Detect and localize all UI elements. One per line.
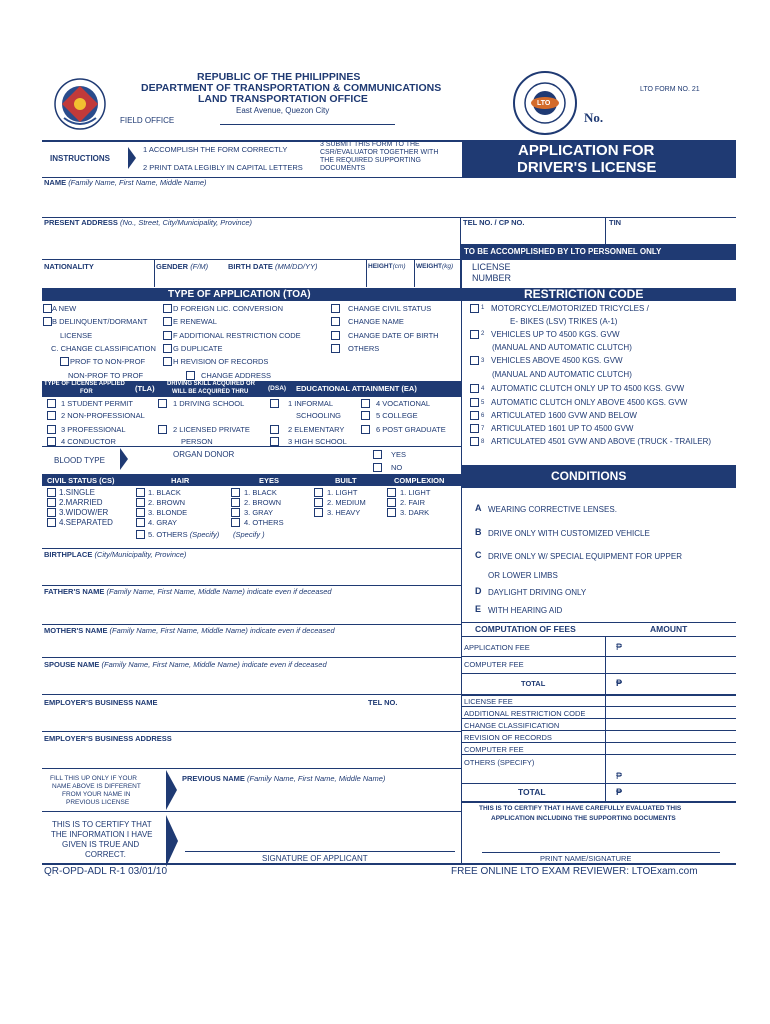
header-republic: REPUBLIC OF THE PHILIPPINES [197, 71, 361, 83]
fees-rule-1 [462, 656, 736, 657]
fee-others-peso: ₱ [616, 771, 623, 781]
fee-item-2: ADDITIONAL RESTRICTION CODE [464, 709, 586, 718]
comp-2: 2. FAIR [400, 498, 426, 507]
present-address-label [44, 218, 252, 227]
fee-total-2: TOTAL [518, 787, 546, 797]
hair-1: 1. BLACK [148, 488, 181, 497]
ea-5-checkbox[interactable] [361, 411, 370, 420]
fill-note-arrow [166, 770, 177, 810]
rc-6-num: 6 [481, 413, 485, 419]
fees-rule-3 [462, 694, 736, 696]
birth-date-label [228, 262, 317, 271]
built-2: 2. MEDIUM [327, 498, 366, 507]
cond-a-letter: A [475, 503, 482, 513]
fees-top-rule [462, 622, 736, 623]
certify-2: THE INFORMATION I HAVE [51, 830, 153, 839]
gender-text: GENDER [156, 262, 189, 271]
dotc-seal [54, 78, 106, 130]
toa-e: E RENEWAL [173, 317, 217, 326]
tla-2-checkbox[interactable] [47, 411, 56, 420]
cond-e-letter: E [475, 604, 482, 614]
rule-blood-top [42, 446, 462, 447]
comp-3: 3. DARK [400, 508, 430, 517]
rule-father-top [42, 585, 462, 586]
employer-tel-label: TEL NO. [368, 698, 398, 707]
toa-c: C. CHANGE CLASSIFICATION [51, 344, 156, 353]
instruction-3a: 3 SUBMIT THIS FORM TO THE [320, 141, 420, 148]
personnel-certify-2: APPLICATION INCLUDING THE SUPPORTING DOCUMENTS [491, 815, 676, 822]
rc-1a: MOTORCYCLE/MOTORIZED TRICYCLES / [491, 304, 649, 313]
rc-6: ARTICULATED 1600 GVW AND BELOW [491, 411, 637, 420]
dsa-abbr: (DSA) [268, 385, 287, 392]
fees-head-rule [462, 636, 736, 637]
comp-1: 1. LIGHT [400, 488, 431, 497]
fees-item-rule-5 [462, 754, 736, 755]
organ-yes-checkbox[interactable] [373, 450, 382, 459]
eyes-3-checkbox[interactable] [231, 508, 240, 517]
rule-mother-top [42, 624, 462, 625]
rule-certify-top [42, 811, 462, 812]
dsa-1-checkbox[interactable] [158, 399, 167, 408]
mother-hint: (Family Name, First Name, Middle Name) indicate even if deceased [109, 626, 335, 635]
father-label [44, 587, 332, 596]
dsa-2: 2 LICENSED PRIVATE [173, 425, 250, 434]
blood-type-arrow [120, 448, 128, 470]
toa-others-checkbox[interactable] [331, 344, 340, 353]
instruction-3c: THE REQUIRED SUPPORTING [320, 157, 421, 164]
fees-item-rule-3 [462, 730, 736, 731]
rc-4-num: 4 [481, 386, 485, 392]
tla-4: 4 CONDUCTOR [61, 437, 116, 446]
built-3: 3. HEAVY [327, 508, 361, 517]
weight-unit: (kg) [442, 263, 454, 270]
toa-cdob-checkbox[interactable] [331, 331, 340, 340]
eyes-head: EYES [259, 476, 280, 485]
lto-seal-text: LTO [537, 100, 551, 107]
instruction-1: 1 ACCOMPLISH THE FORM CORRECTLY [143, 145, 288, 154]
rc-8: ARTICULATED 4501 GVW AND ABOVE (TRUCK - TRAILER) [491, 437, 712, 446]
personnel-signature-line [482, 852, 720, 853]
comp-2-checkbox[interactable] [387, 498, 396, 507]
fees-item-rule-4 [462, 742, 736, 743]
rule-spouse-top [42, 657, 462, 658]
personnel-certify-1: THIS IS TO CERTIFY THAT I HAVE CAREFULLY EVALUATED THIS [479, 805, 682, 812]
tla-1: 1 STUDENT PERMIT [61, 399, 133, 408]
dsa-2-checkbox[interactable] [158, 425, 167, 434]
ea-2: 2 ELEMENTARY [288, 425, 345, 434]
fees-amount-head: AMOUNT [650, 624, 688, 634]
tla-3-checkbox[interactable] [47, 425, 56, 434]
fee-total-1: TOTAL [521, 679, 546, 688]
built-1: 1. LIGHT [327, 488, 358, 497]
toa-f: F ADDITIONAL RESTRICTION CODE [173, 331, 301, 340]
employer-label: EMPLOYER'S BUSINESS NAME [44, 698, 158, 707]
toa-b-checkbox[interactable] [43, 317, 52, 326]
fees-rule-4 [462, 783, 736, 784]
mother-text: MOTHER'S NAME [44, 626, 108, 635]
fee-application: APPLICATION FEE [464, 643, 530, 652]
divider-tin [605, 217, 606, 244]
toa-h-checkbox[interactable] [163, 357, 172, 366]
rc-7-num: 7 [481, 426, 485, 432]
birth-date-text: BIRTH DATE [228, 262, 273, 271]
instruction-3d: DOCUMENTS [320, 165, 366, 172]
rc-1b: E- BIKES (LSV) TRIKES (A-1) [510, 317, 618, 326]
divider-gender [154, 259, 155, 287]
dsa-head-2: WILL BE ACQUIRED THRU [172, 389, 249, 395]
fee-item-6: OTHERS (SPECIFY) [464, 758, 535, 767]
fee-item-1: LICENSE FEE [464, 697, 513, 706]
hair-3: 3. BLONDE [148, 508, 188, 517]
fees-item-rule-2 [462, 718, 736, 719]
cond-d-letter: D [475, 586, 482, 596]
cs-3-checkbox[interactable] [47, 508, 56, 517]
rule-employer-top [42, 694, 462, 695]
birthplace-text: BIRTHPLACE [44, 550, 93, 559]
toa-civil: CHANGE CIVIL STATUS [348, 304, 432, 313]
comp-1-checkbox[interactable] [387, 488, 396, 497]
restriction-title: RESTRICTION CODE [524, 287, 644, 301]
organ-donor-label: ORGAN DONOR [173, 450, 235, 459]
license-number-label-1: LICENSE [472, 262, 511, 272]
spouse-hint: (Family Name, First Name, Middle Name) indicate even if deceased [101, 660, 327, 669]
fees-rule-5 [462, 801, 736, 803]
toa-f-checkbox[interactable] [163, 331, 172, 340]
fill-note-4: PREVIOUS LICENSE [66, 799, 130, 806]
cs-3: 3.WIDOW/ER [59, 508, 109, 517]
toa-a: A NEW [52, 304, 77, 313]
rc-1-checkbox[interactable] [470, 304, 479, 313]
birthplace-hint: (City/Municipality, Province) [94, 550, 187, 559]
rc-7-checkbox[interactable] [470, 424, 479, 433]
weight-text: WEIGHT [416, 263, 442, 270]
fees-item-rule-1 [462, 706, 736, 707]
birth-date-hint: (MM/DD/YY) [274, 262, 318, 271]
spouse-text: SPOUSE NAME [44, 660, 100, 669]
number-label: No. [584, 110, 604, 125]
ea-head: EDUCATIONAL ATTAINMENT (EA) [296, 384, 417, 393]
previous-name-hint: (Family Name, First Name, Middle Name) [247, 774, 386, 783]
certify-4: CORRECT. [85, 850, 126, 859]
reviewer-link[interactable]: FREE ONLINE LTO EXAM REVIEWER: LTOExam.com [451, 866, 698, 877]
cond-d: DAYLIGHT DRIVING ONLY [488, 588, 587, 597]
toa-cname-checkbox[interactable] [331, 317, 340, 326]
cs-4: 4.SEPARATED [59, 518, 113, 527]
ea-4: 4 VOCATIONAL [376, 399, 431, 408]
comp-head: COMPLEXION [394, 476, 445, 485]
instruction-2: 2 PRINT DATA LEGIBLY IN CAPITAL LETTERS [143, 163, 303, 172]
divider-height [366, 259, 367, 287]
license-number-label-2: NUMBER [472, 273, 512, 283]
spouse-label [44, 660, 327, 669]
toa-g: G DUPLICATE [173, 344, 223, 353]
hair-specify: (Specify) [189, 530, 220, 539]
hair-1-checkbox[interactable] [136, 488, 145, 497]
tla-4-checkbox[interactable] [47, 437, 56, 446]
fee-total-1-peso: ₱ [616, 678, 623, 688]
toa-d: D FOREIGN LIC. CONVERSION [173, 304, 284, 313]
certify-arrow [166, 815, 178, 867]
cs-4-checkbox[interactable] [47, 518, 56, 527]
present-address-text: PRESENT ADDRESS [44, 218, 118, 227]
toa-d-checkbox[interactable] [163, 304, 172, 313]
height-text: HEIGHT [368, 263, 393, 270]
cond-b-letter: B [475, 527, 482, 537]
ea-3-checkbox[interactable] [270, 437, 279, 446]
dsa-2b: PERSON [181, 437, 213, 446]
toa-caddr: CHANGE ADDRESS [201, 371, 272, 380]
built-1-checkbox[interactable] [314, 488, 323, 497]
cs-head: CIVIL STATUS (CS) [47, 476, 115, 485]
instructions-arrow [128, 147, 136, 169]
previous-name-text: PREVIOUS NAME [182, 774, 245, 783]
toa-cname: CHANGE NAME [348, 317, 404, 326]
rule-fill-top [42, 768, 462, 769]
rc-8-num: 8 [481, 439, 485, 445]
conditions-title: CONDITIONS [551, 469, 627, 483]
name-label [44, 178, 207, 187]
bottom-rule [42, 863, 736, 865]
rc-1-num: 1 [481, 305, 485, 311]
cs-2: 2.MARRIED [59, 498, 103, 507]
tla-head-2: FOR [80, 389, 93, 395]
mother-label [44, 626, 335, 635]
cond-e: WITH HEARING AID [488, 606, 563, 615]
hair-head: HAIR [171, 476, 190, 485]
rc-2-checkbox[interactable] [470, 330, 479, 339]
toa-c1: NON-PROF TO PROF [68, 371, 144, 380]
eyes-1-checkbox[interactable] [231, 488, 240, 497]
eyes-2: 2. BROWN [244, 498, 282, 507]
ea-1b: SCHOOLING [296, 411, 342, 420]
rc-5-num: 5 [481, 400, 485, 406]
fees-col-divider [605, 636, 606, 802]
signature-line [185, 851, 455, 852]
rc-5: AUTOMATIC CLUTCH ONLY ABOVE 4500 KGS. GVW [491, 398, 688, 407]
rc-2b: (MANUAL AND AUTOMATIC CLUTCH) [492, 343, 632, 352]
hair-3-checkbox[interactable] [136, 508, 145, 517]
instructions-label: INSTRUCTIONS [50, 154, 110, 163]
toa-c2: PROF TO NON-PROF [70, 357, 146, 366]
comp-3-checkbox[interactable] [387, 508, 396, 517]
hair-5-checkbox[interactable] [136, 530, 145, 539]
eyes-specify: (Specify ) [233, 530, 265, 539]
tla-head-1: TYPE OF LICENSE APPLIED [44, 381, 125, 387]
divider-weight [414, 259, 415, 287]
fee-item-3: CHANGE CLASSIFICATION [464, 721, 560, 730]
hair-5 [148, 530, 219, 539]
ea-2-checkbox[interactable] [270, 425, 279, 434]
organ-no-checkbox[interactable] [373, 463, 382, 472]
toa-others: OTHERS [348, 344, 380, 353]
built-head: BUILT [335, 476, 357, 485]
instruction-3b: CSR/EVALUATOR TOGETHER WITH [320, 149, 439, 156]
hair-4-checkbox[interactable] [136, 518, 145, 527]
organ-yes: YES [391, 450, 407, 459]
organ-no: NO [391, 463, 403, 472]
father-hint: (Family Name, First Name, Middle Name) indicate even if deceased [106, 587, 332, 596]
name-hint: (Family Name, First Name, Middle Name) [68, 178, 207, 187]
tla-2: 2 NON-PROFESSIONAL [61, 411, 145, 420]
height-unit: (cm) [392, 263, 406, 270]
toa-title: TYPE OF APPLICATION (TOA) [168, 289, 311, 300]
rc-6-checkbox[interactable] [470, 411, 479, 420]
nationality-label: NATIONALITY [44, 262, 94, 271]
fees-rule-2 [462, 673, 736, 674]
title-line-1: APPLICATION FOR [518, 142, 655, 159]
ea-6-checkbox[interactable] [361, 425, 370, 434]
ea-6: 6 POST GRADUATE [376, 425, 446, 434]
header-address: East Avenue, Quezon City [236, 106, 330, 115]
fee-item-5: COMPUTER FEE [464, 745, 524, 754]
toa-a-checkbox[interactable] [43, 304, 52, 313]
fees-head: COMPUTATION OF FEES [475, 624, 576, 634]
rc-7: ARTICULATED 1601 UP TO 4500 GVW [491, 424, 634, 433]
cond-c-2: OR LOWER LIMBS [488, 571, 558, 580]
employer-addr-label: EMPLOYER'S BUSINESS ADDRESS [44, 734, 172, 743]
ea-1-checkbox[interactable] [270, 399, 279, 408]
father-text: FATHER'S NAME [44, 587, 105, 596]
print-name-signature: PRINT NAME/SIGNATURE [540, 854, 632, 863]
fill-note-3: FROM YOUR NAME IN [62, 791, 131, 798]
rc-2-num: 2 [481, 331, 485, 337]
fee-application-peso: ₱ [616, 642, 623, 652]
rule-nationality-top [42, 259, 736, 260]
fee-item-4: REVISION OF RECORDS [464, 733, 552, 742]
toa-civil-checkbox[interactable] [331, 304, 340, 313]
rc-8-checkbox[interactable] [470, 437, 479, 446]
hair-2: 2. BROWN [148, 498, 186, 507]
eyes-4: 4. OTHERS [244, 518, 284, 527]
cs-1-checkbox[interactable] [47, 488, 56, 497]
certify-1: THIS IS TO CERTIFY THAT [52, 820, 152, 829]
tla-3: 3 PROFESSIONAL [61, 425, 126, 434]
cs-1: 1.SINGLE [59, 488, 96, 497]
rule-birthplace-top [42, 548, 462, 549]
height-label [368, 262, 406, 271]
toa-c2-checkbox[interactable] [60, 357, 69, 366]
eyes-2-checkbox[interactable] [231, 498, 240, 507]
dsa-head-1: DRIVING SKILL ACQUIRED OR [167, 381, 256, 387]
rc-2a: VEHICLES UP TO 4500 KGS. GVW [491, 330, 620, 339]
built-3-checkbox[interactable] [314, 508, 323, 517]
eyes-4-checkbox[interactable] [231, 518, 240, 527]
certify-3: GIVEN IS TRUE AND [62, 840, 140, 849]
ea-4-checkbox[interactable] [361, 399, 370, 408]
cond-b: DRIVE ONLY WITH CUSTOMIZED VEHICLE [488, 529, 650, 538]
hair-2-checkbox[interactable] [136, 498, 145, 507]
rc-3-num: 3 [481, 358, 485, 364]
form-code: QR-OPD-ADL R-1 03/01/10 [44, 866, 168, 877]
fee-computer: COMPUTER FEE [464, 660, 524, 669]
rc-4: AUTOMATIC CLUTCH ONLY UP TO 4500 KGS. GVW [491, 384, 685, 393]
eyes-3: 3. GRAY [244, 508, 274, 517]
rc-3a: VEHICLES ABOVE 4500 KGS. GVW [491, 356, 623, 365]
ea-5: 5 COLLEGE [376, 411, 418, 420]
ea-3: 3 HIGH SCHOOL [288, 437, 347, 446]
birthplace-label [44, 550, 186, 559]
blood-type-label: BLOOD TYPE [54, 456, 105, 465]
tin-label: TIN [609, 218, 622, 227]
weight-label [416, 262, 453, 271]
tla-abbr: (TLA) [135, 384, 155, 393]
rc-3-checkbox[interactable] [470, 356, 479, 365]
title-line-2: DRIVER'S LICENSE [517, 159, 657, 176]
rule-employer-addr-top [42, 731, 462, 732]
cond-a: WEARING CORRECTIVE LENSES. [488, 505, 617, 514]
toa-b: B DELINQUENT/DORMANT [52, 317, 148, 326]
signature-label: SIGNATURE OF APPLICANT [262, 854, 368, 863]
header-lto: LAND TRANSPORTATION OFFICE [198, 93, 368, 105]
name-label-text: NAME [44, 178, 67, 187]
fill-note-1: FILL THIS UP ONLY IF YOUR [50, 775, 137, 782]
cond-c-letter: C [475, 550, 482, 560]
fill-note-2: NAME ABOVE IS DIFFERENT [52, 783, 141, 790]
fee-total-2-peso: ₱ [616, 787, 623, 797]
rc-3b: (MANUAL AND AUTOMATIC CLUTCH) [492, 370, 632, 379]
present-address-hint: (No., Street, City/Municipality, Province) [120, 218, 252, 227]
rc-4-checkbox[interactable] [470, 384, 479, 393]
form-number: LTO FORM NO. 21 [640, 86, 700, 93]
tel-cp-label: TEL NO. / CP NO. [463, 218, 525, 227]
built-2-checkbox[interactable] [314, 498, 323, 507]
hair-5-text: 5. OTHERS [148, 530, 188, 539]
hair-4: 4. GRAY [148, 518, 178, 527]
lto-personnel-label: TO BE ACCOMPLISHED BY LTO PERSONNEL ONLY [464, 247, 662, 256]
previous-name-label [182, 774, 385, 783]
main-divider [461, 244, 462, 864]
field-office-label: FIELD OFFICE [120, 116, 175, 125]
field-office-line [220, 124, 395, 125]
cs-2-checkbox[interactable] [47, 498, 56, 507]
gender-label [156, 262, 208, 271]
toa-cdob: CHANGE DATE OF BIRTH [348, 331, 439, 340]
gender-hint: (F/M) [190, 262, 209, 271]
toa-h: H REVISION OF RECORDS [173, 357, 269, 366]
cond-c: DRIVE ONLY W/ SPECIAL EQUIPMENT FOR UPPER [488, 552, 682, 561]
dsa-1: 1 DRIVING SCHOOL [173, 399, 245, 408]
toa-b-2: LICENSE [60, 331, 93, 340]
header-department: DEPARTMENT OF TRANSPORTATION & COMMUNICATIONS [141, 82, 442, 94]
toa-g-checkbox[interactable] [163, 344, 172, 353]
tla-1-checkbox[interactable] [47, 399, 56, 408]
ea-1: 1 INFORMAL [288, 399, 334, 408]
rc-5-checkbox[interactable] [470, 398, 479, 407]
toa-e-checkbox[interactable] [163, 317, 172, 326]
toa-caddr-checkbox[interactable] [186, 371, 195, 380]
eyes-1: 1. BLACK [244, 488, 277, 497]
